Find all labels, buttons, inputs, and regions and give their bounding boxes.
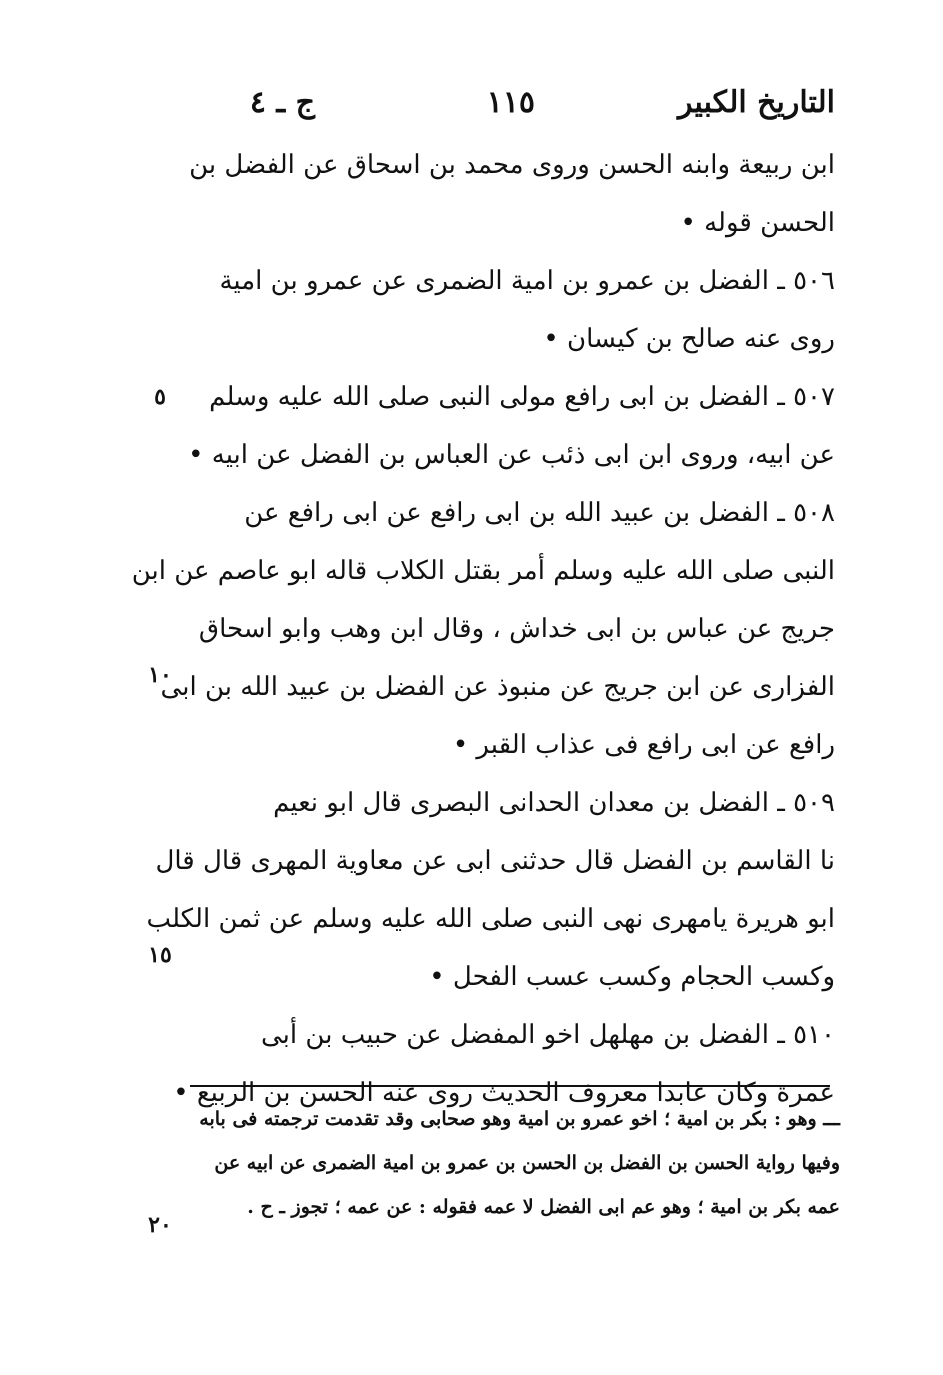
footnote-line: عمه بكر بن امية ؛ وهو عم ابى الفضل لا عمه فقوله : عن عمه ؛ تجوز ـ ح . xyxy=(247,1196,840,1218)
text-line: ابن ربيعة وابنه الحسن وروى محمد بن اسحاق عن الفضل بن xyxy=(189,150,835,180)
margin-line-number: ٥ xyxy=(154,384,166,410)
volume-label: ج ـ ٤ xyxy=(249,85,315,120)
footnote-line: ـــ وهو : بكر بن امية ؛ اخو عمرو بن امية وهو صحابى وقد تقدمت ترجمته فى بابه xyxy=(199,1108,840,1130)
entry-508: ٥٠٨ ـ الفضل بن عبيد الله بن ابى رافع عن ابى رافع عن xyxy=(244,498,835,528)
margin-line-number: ١٥ xyxy=(148,942,172,968)
text-line: عمرة وكان عابدا معروف الحديث روى عنه الحسن بن الربيع • xyxy=(173,1078,835,1108)
text-line: روى عنه صالح بن كيسان • xyxy=(543,324,835,354)
margin-line-number: ٢٠ xyxy=(148,1212,172,1238)
entry-506: ٥٠٦ ـ الفضل بن عمرو بن امية الضمرى عن عمرو بن امية xyxy=(219,266,835,296)
page-number: ١١٥ xyxy=(486,85,535,120)
footnote-line: وفيها رواية الحسن بن الفضل بن الحسن بن عمرو بن امية الضمرى عن ابيه عن xyxy=(214,1152,840,1174)
margin-line-number: ١٠ xyxy=(148,662,172,688)
footnote-divider xyxy=(190,1085,830,1087)
entry-509: ٥٠٩ ـ الفضل بن معدان الحدانى البصرى قال ابو نعيم xyxy=(273,788,835,818)
text-line: عن ابيه، وروى ابن ابى ذئب عن العباس بن الفضل عن ابيه • xyxy=(188,440,835,470)
text-line: النبى صلى الله عليه وسلم أمر بقتل الكلاب قاله ابو عاصم عن ابن xyxy=(131,556,835,586)
page-header xyxy=(215,78,835,128)
text-line: ابو هريرة يامهرى نهى النبى صلى الله عليه وسلم عن ثمن الكلب xyxy=(146,904,835,934)
text-line: جريج عن عباس بن ابى خداش ، وقال ابن وهب وابو اسحاق xyxy=(198,614,835,644)
text-line: الفزارى عن ابن جريج عن منبوذ عن الفضل بن عبيد الله بن ابى xyxy=(160,672,835,702)
text-line: رافع عن ابى رافع فى عذاب القبر • xyxy=(452,730,835,760)
text-line: نا القاسم بن الفضل قال حدثنى ابى عن معاوية المهرى قال قال xyxy=(155,846,835,876)
footnotes xyxy=(190,1097,840,1229)
entry-507: ٥٠٧ ـ الفضل بن ابى رافع مولى النبى صلى الله عليه وسلم xyxy=(209,382,835,412)
book-title: التاريخ الكبير xyxy=(677,85,835,120)
text-line: وكسب الحجام وكسب عسب الفحل • xyxy=(429,962,835,992)
entry-510: ٥١٠ ـ الفضل بن مهلهل اخو المفضل عن حبيب بن أبى xyxy=(261,1020,835,1050)
text-line: الحسن قوله • xyxy=(680,208,835,238)
